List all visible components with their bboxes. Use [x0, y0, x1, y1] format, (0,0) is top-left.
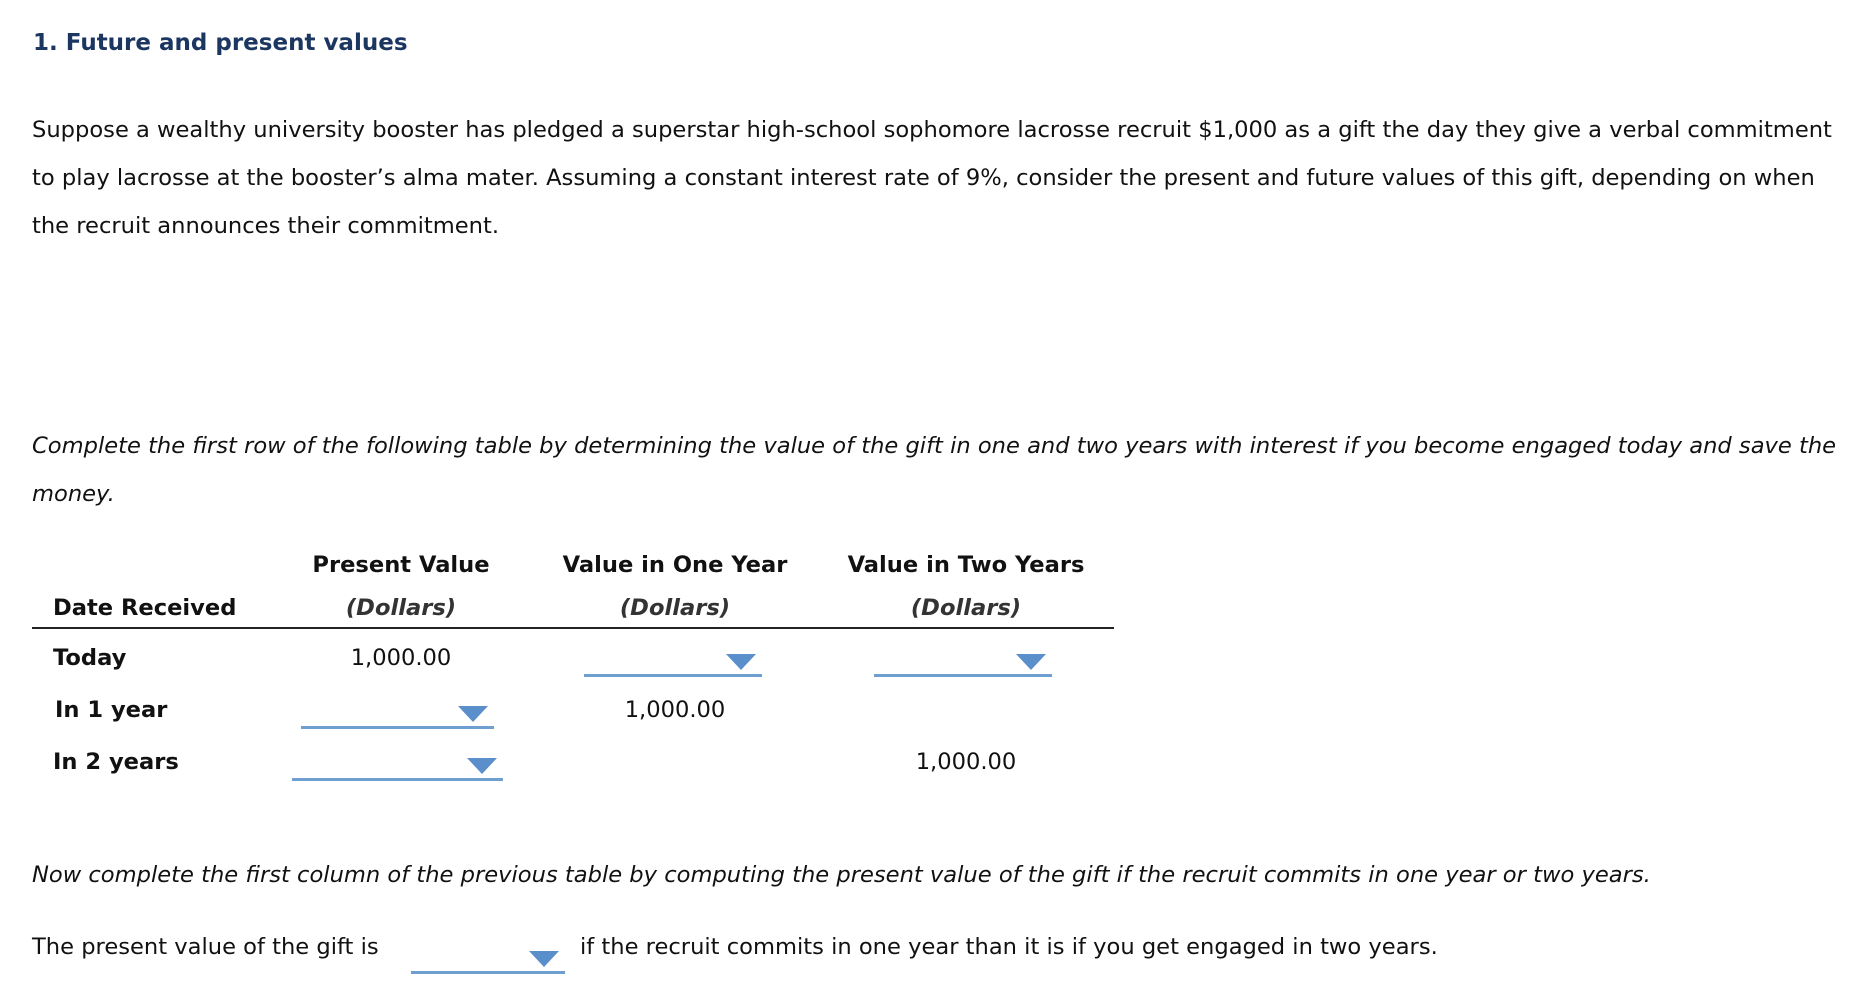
header-present-value: Present Value: [312, 552, 490, 578]
sentence-after: if the recruit commits in one year than it is if you get engaged in two years.: [580, 934, 1438, 960]
table-header-rule: [32, 627, 1114, 629]
table-instruction: Complete the first row of the following table by determining the value of the gift in one and two years with interest if you become engaged today and save the money.: [32, 433, 1837, 507]
column-instruction: Now complete the first column of the previous table by computing the present value of the gift if the recruit commits in one year or two years.: [32, 862, 1651, 888]
today-present-value: 1,000.00: [350, 645, 452, 671]
header-date-received: Date Received: [53, 595, 237, 621]
comparison-dropdown[interactable]: [411, 941, 565, 974]
header-value-two-years: Value in Two Years: [847, 552, 1085, 578]
row-label-in-1-year: In 1 year: [55, 697, 168, 723]
chevron-down-icon: [726, 654, 756, 670]
today-two-years-dropdown[interactable]: [874, 644, 1052, 677]
sentence-before: The present value of the gift is: [32, 934, 379, 960]
in-2-years-two-years-value: 1,000.00: [915, 749, 1017, 775]
today-one-year-dropdown[interactable]: [584, 644, 762, 677]
intro-paragraph: Suppose a wealthy university booster has pledged a superstar high-school sophomore lacrosse recruit $1,000 as a gift the day they give a verbal commitment to play lacrosse at the booster’s alma mater. Assuming a constant interest rate of 9%, consider the present and future values of this gift, depending on when the recruit announces their commitment.: [32, 117, 1832, 239]
chevron-down-icon: [467, 758, 497, 774]
header-two-years-unit: (Dollars): [910, 595, 1022, 621]
header-value-one-year: Value in One Year: [562, 552, 788, 578]
row-label-today: Today: [53, 645, 127, 671]
header-present-unit: (Dollars): [345, 595, 457, 621]
chevron-down-icon: [1016, 654, 1046, 670]
question-title: 1. Future and present values: [33, 30, 408, 56]
in-2-years-present-value-dropdown[interactable]: [292, 748, 503, 781]
row-label-in-2-years: In 2 years: [53, 749, 179, 775]
in-1-year-one-year-value: 1,000.00: [624, 697, 726, 723]
chevron-down-icon: [529, 951, 559, 967]
in-1-year-present-value-dropdown[interactable]: [301, 696, 494, 729]
header-one-year-unit: (Dollars): [619, 595, 731, 621]
chevron-down-icon: [458, 706, 488, 722]
